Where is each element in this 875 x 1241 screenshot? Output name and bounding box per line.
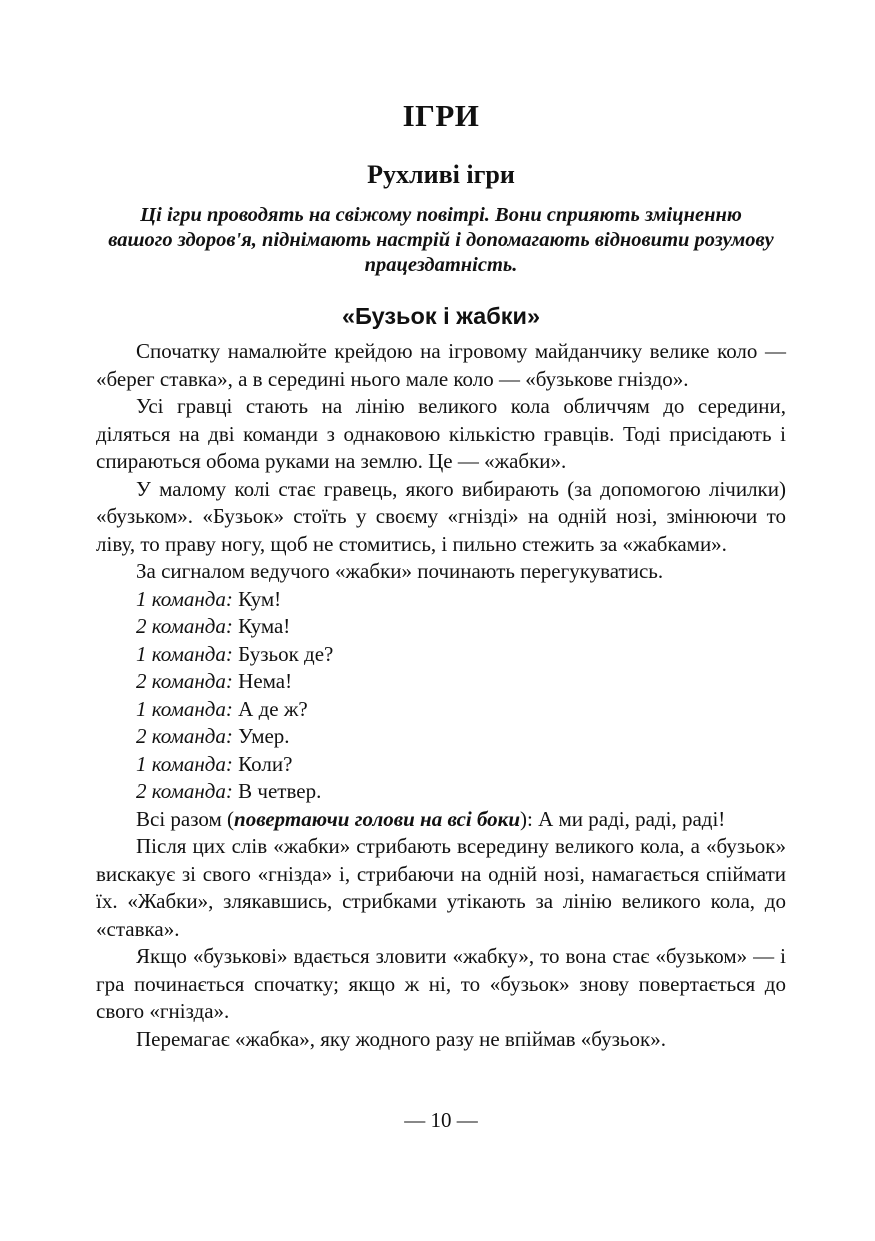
dialogue-line <box>96 641 786 669</box>
page-number: — 10 — <box>404 1108 478 1132</box>
page-title: ІГРИ <box>402 98 480 133</box>
dialogue-text: Умер. <box>238 724 290 748</box>
dialogue-speaker: 2 команда: <box>136 614 233 638</box>
section-intro: Ці ігри проводять на свіжому повітрі. Вони сприяють зміцненню вашого здоров'я, піднімають настрій і допомагають відновити розумову працездатність. <box>108 204 774 276</box>
dialogue-text: Кума! <box>238 614 291 638</box>
paragraph: За сигналом ведучого «жабки» починають перегукуватись. <box>136 559 664 583</box>
dialogue-speaker: 1 команда: <box>136 641 233 666</box>
paragraph: Після цих слів «жабки» стрибають всередину великого кола, а «бузьок» вискакує зі свого «гнізда» і, стрибаючи на одній нозі, намагається спіймати їх. «Жабки», злякавшись, стрибками утікають за лінію великого кола, до «ставка». <box>96 834 786 941</box>
dialogue-text: Коли? <box>238 751 293 776</box>
dialogue-speaker: 1 команда: <box>136 696 233 721</box>
dialogue-line <box>96 668 786 696</box>
dialogue-line <box>96 751 786 779</box>
game-text <box>96 338 786 1053</box>
paragraph: Перемагає «жабка», яку жодного разу не впіймав «бузьок». <box>136 1026 666 1051</box>
chorus-text: ): А ми раді, раді, раді! <box>520 806 726 831</box>
dialogue-text: В четвер. <box>238 779 322 803</box>
dialogue-line <box>96 613 786 641</box>
stage-direction: повертаючи голови на всі боки <box>234 806 520 831</box>
dialogue-line <box>96 696 786 724</box>
dialogue-text: А де ж? <box>238 696 308 721</box>
dialogue-line <box>96 723 786 751</box>
paragraph: Якщо «бузькові» вдається зловити «жабку», то вона стає «бузьком» — і гра починається спочатку; якщо ж ні, то «бузьок» знову повертається до свого «гнізда». <box>96 944 786 1023</box>
dialogue-speaker: 2 команда: <box>136 669 233 693</box>
section-subtitle: Рухливі ігри <box>367 160 515 189</box>
paragraph: Усі гравці стають на лінію великого кола обличчям до середини, діляться на дві команди з однаковою кількістю гравців. Тоді присідають і спираються обома руками на землю. Це — «жабки». <box>96 394 786 473</box>
dialogue-text: Кум! <box>238 586 282 611</box>
paragraph: Спочатку намалюйте крейдою на ігровому майданчику велике коло — «берег ставка», а в середині нього мале коло — «бузькове гніздо». <box>96 339 786 391</box>
dialogue-speaker: 2 команда: <box>136 724 233 748</box>
game-title: «Бузьок і жабки» <box>341 303 541 329</box>
dialogue-text: Бузьок де? <box>238 641 334 666</box>
chorus-line <box>96 806 786 834</box>
dialogue-line <box>96 586 786 614</box>
paragraph: У малому колі стає гравець, якого вибирають (за допомогою лічилки) «бузьком». «Бузьок» стоїть у своєму «гнізді» на одній нозі, змінюючи то ліву, то праву ногу, щоб не стомитись, і пильно стежить за «жабками». <box>96 476 786 556</box>
dialogue-line <box>96 778 786 806</box>
dialogue-text: Нема! <box>238 669 293 693</box>
chorus-lead: Всі разом ( <box>136 806 235 831</box>
dialogue-speaker: 2 команда: <box>136 779 233 803</box>
dialogue-speaker: 1 команда: <box>136 751 233 776</box>
dialogue-speaker: 1 команда: <box>136 586 233 611</box>
